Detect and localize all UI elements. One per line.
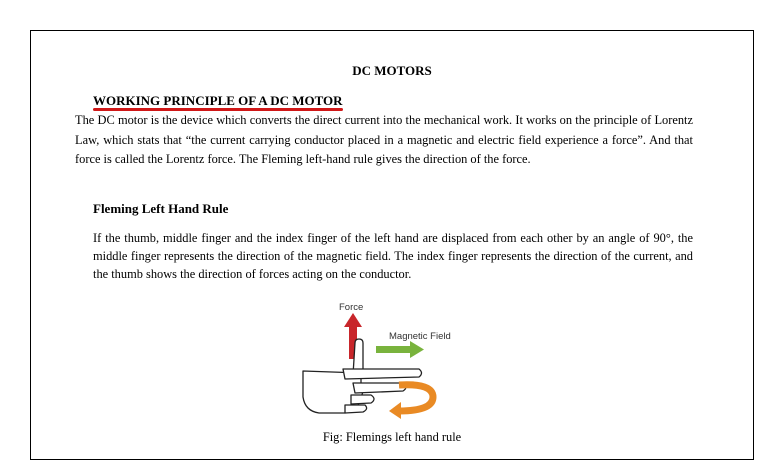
fleming-left-hand-figure bbox=[261, 299, 501, 419]
magnetic-field-arrow bbox=[376, 341, 424, 358]
page-title: DC MOTORS bbox=[352, 63, 432, 78]
subheading: Fleming Left Hand Rule bbox=[93, 201, 229, 216]
figure-caption: Fig: Flemings left hand rule bbox=[322, 430, 462, 444]
document-page bbox=[30, 30, 754, 460]
section-heading-text: WORKING PRINCIPLE OF A DC MOTOR bbox=[93, 93, 343, 108]
intro-paragraph: The DC motor is the device which converts the direct current into the mechanical work. It works on the principle of Lorentz Law, which stats that “the current carrying conductor placed in a magnetic and electric field experience a force”. And that force is called the Lorentz force. The Fleming left-hand rule gives the direction of the force. bbox=[75, 113, 693, 167]
magnetic-field-label: Magnetic Field bbox=[389, 331, 451, 342]
rule-paragraph: If the thumb, middle finger and the index finger of the left hand are displaced from each other by an angle of 90°, the middle finger represents the direction of the magnetic field. The index finger represents the direction of the current, and the thumb shows the direction of forces acting on the conductor. bbox=[93, 231, 693, 281]
section-heading bbox=[93, 93, 343, 109]
force-label: Force bbox=[339, 302, 364, 313]
